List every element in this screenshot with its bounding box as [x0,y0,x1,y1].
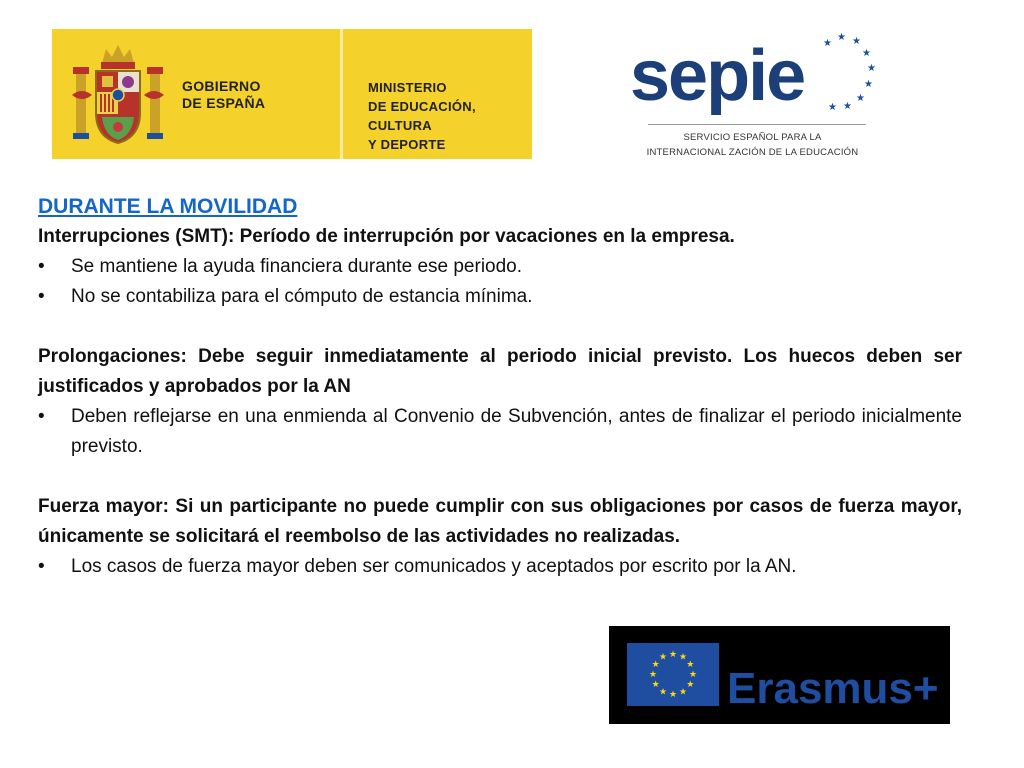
ministerio-line: Y DEPORTE [368,137,446,152]
interrupciones-title: Interrupciones (SMT): Período de interrupción por vacaciones en la empresa. [38,226,735,247]
erasmus-plus-graphic [609,626,950,724]
ministerio-line: MINISTERIO [368,80,447,95]
svg-text:★: ★ [864,79,873,90]
svg-text:★: ★ [658,687,668,698]
sepie-logo [630,30,880,126]
svg-text:★: ★ [651,660,660,670]
gobierno-line: DE ESPAÑA [182,95,266,111]
svg-text:★: ★ [678,652,688,663]
erasmus-plus-logo [609,626,950,724]
sepie-tagline-line: INTERNACIONAL ZACIÓN DE LA EDUCACIÓN [646,147,859,158]
list-item: • Deben reflejarse en una enmienda al Convenio de Subvención, antes de finalizar el periodo inicialmente previsto. [38,402,962,462]
svg-text:★: ★ [686,680,695,690]
svg-text:★: ★ [651,680,660,690]
spacer [38,462,962,492]
fuerza-mayor-list [38,552,962,582]
svg-text:★: ★ [668,690,678,700]
svg-text:★: ★ [828,102,837,113]
svg-text:★: ★ [837,32,846,43]
svg-text:★: ★ [658,652,668,663]
svg-text:★: ★ [668,650,678,660]
gobierno-text [182,78,265,112]
erasmus-wordmark: Erasmus+ [727,664,939,713]
interrupciones-list [38,252,962,312]
svg-text:★: ★ [823,38,832,49]
gobierno-espana-logo [52,29,532,159]
svg-text:★: ★ [862,48,871,59]
svg-text:★: ★ [688,670,698,680]
list-item: • Los casos de fuerza mayor deben ser comunicados y aceptados por escrito por la AN. [38,552,962,582]
list-item: • No se contabiliza para el cómputo de estancia mínima. [38,282,962,312]
coat-of-arms-icon [72,43,164,147]
banner-divider [340,29,343,159]
ministerio-line: DE EDUCACIÓN, CULTURA [368,99,476,133]
sepie-stars-icon [823,32,876,113]
prolongaciones-title: Prolongaciones: Debe seguir inmediatamente al periodo inicial previsto. Los huecos deben ser justificados y aprobados por la AN [38,346,962,397]
svg-text:★: ★ [852,36,861,47]
spacer [38,312,962,342]
gobierno-line: GOBIERNO [182,78,261,94]
list-item: • Se mantiene la ayuda financiera durante ese periodo. [38,252,962,282]
svg-text:★: ★ [648,670,658,680]
svg-text:★: ★ [843,101,852,112]
section-heading[interactable]: DURANTE LA MOVILIDAD [38,195,298,218]
ministerio-text [368,78,528,154]
svg-text:★: ★ [867,63,876,74]
sepie-wordmark: sepie [630,36,805,116]
sepie-tagline [600,130,905,160]
svg-text:★: ★ [856,93,865,104]
sepie-divider [648,124,866,125]
prolongaciones-list [38,402,962,462]
fuerza-mayor-title: Fuerza mayor: Si un participante no puede cumplir con sus obligaciones por casos de fuerza mayor, únicamente se solicitará el reembolso de las actividades no realizadas. [38,496,962,547]
slide-content [38,192,962,582]
svg-text:★: ★ [686,660,695,670]
svg-text:★: ★ [678,687,688,698]
sepie-tagline-line: SERVICIO ESPAÑOL PARA LA [683,132,822,143]
